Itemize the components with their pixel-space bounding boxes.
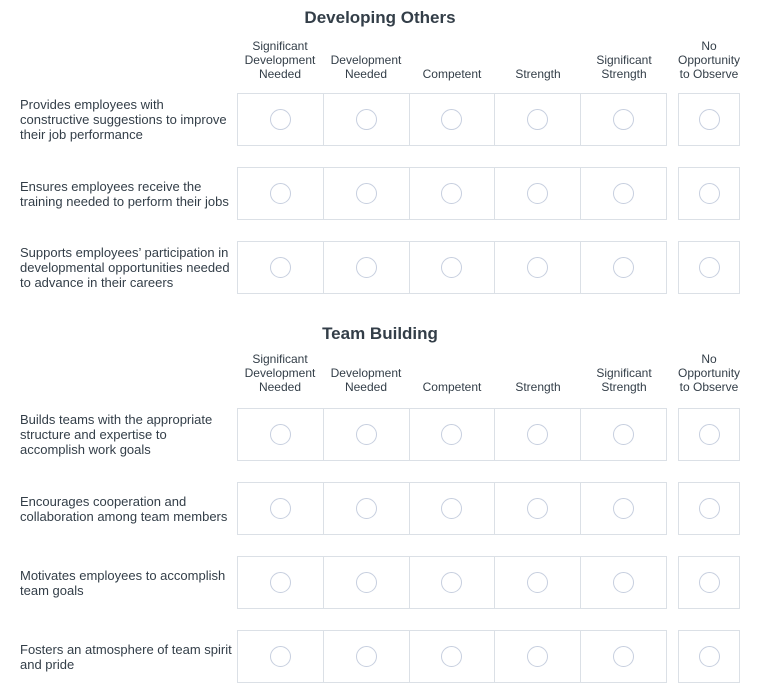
radio-button[interactable] [613,572,634,593]
radio-button[interactable] [527,183,548,204]
radio-cell[interactable] [323,168,409,219]
radio-button[interactable] [270,498,291,519]
radio-button[interactable] [270,109,291,130]
radio-cell[interactable] [409,409,495,460]
rating-column-headers [20,350,757,394]
radio-button[interactable] [699,572,720,593]
rating-scale-group [237,556,667,609]
radio-cell[interactable] [323,242,409,293]
column-header-no-opportunity: No Opportunity to Observe [678,352,741,394]
rating-column-headers [20,37,757,81]
matrix-row [20,408,757,461]
radio-cell[interactable] [323,631,409,682]
section-title: Developing Others [304,8,456,27]
radio-button[interactable] [356,498,377,519]
radio-button[interactable] [356,646,377,667]
rating-scale-group [237,241,667,294]
radio-button[interactable] [356,572,377,593]
row-label: Supports employees’ participation in developmental opportunities needed to advance in their careers [20,245,230,290]
radio-cell[interactable] [238,409,323,460]
column-header-significant-development-needed: Significant Development Needed [244,39,316,81]
header-group [237,350,667,394]
radio-button[interactable] [270,646,291,667]
radio-cell[interactable] [580,168,666,219]
radio-button[interactable] [441,572,462,593]
rating-scale-group [237,93,667,146]
radio-button[interactable] [699,109,720,130]
radio-button[interactable] [699,424,720,445]
radio-cell[interactable] [409,557,495,608]
radio-cell[interactable] [494,94,580,145]
section-team-building [20,324,757,683]
rating-scale-group [237,630,667,683]
radio-button[interactable] [613,257,634,278]
radio-cell-no-opportunity[interactable] [678,482,740,535]
radio-cell[interactable] [580,483,666,534]
radio-button[interactable] [699,646,720,667]
radio-button[interactable] [270,424,291,445]
radio-cell[interactable] [409,631,495,682]
radio-cell[interactable] [580,557,666,608]
radio-button[interactable] [613,646,634,667]
matrix-row [20,556,757,609]
radio-button[interactable] [441,424,462,445]
radio-button[interactable] [356,109,377,130]
radio-cell-no-opportunity[interactable] [678,408,740,461]
radio-button[interactable] [356,424,377,445]
matrix-row [20,630,757,683]
row-label: Encourages cooperation and collaboration among team members [20,493,228,524]
radio-cell[interactable] [323,557,409,608]
column-header-no-opportunity: No Opportunity to Observe [678,39,741,81]
radio-button[interactable] [613,498,634,519]
radio-button[interactable] [613,109,634,130]
radio-cell[interactable] [580,94,666,145]
column-header-significant-development-needed: Significant Development Needed [244,352,316,394]
row-label: Builds teams with the appropriate structure and expertise to accomplish work goals [20,412,213,457]
radio-cell[interactable] [409,483,495,534]
radio-button[interactable] [527,424,548,445]
radio-button[interactable] [527,646,548,667]
radio-button[interactable] [527,498,548,519]
column-header-competent: Competent [422,67,482,81]
radio-cell[interactable] [238,557,323,608]
radio-button[interactable] [441,646,462,667]
radio-button[interactable] [356,183,377,204]
radio-cell[interactable] [494,409,580,460]
radio-cell[interactable] [494,631,580,682]
radio-button[interactable] [441,109,462,130]
radio-cell[interactable] [494,483,580,534]
radio-button[interactable] [527,257,548,278]
radio-button[interactable] [356,257,377,278]
radio-button[interactable] [441,257,462,278]
radio-button[interactable] [441,498,462,519]
radio-button[interactable] [613,183,634,204]
radio-cell-no-opportunity[interactable] [678,167,740,220]
radio-button[interactable] [613,424,634,445]
column-header-significant-strength: Significant Strength [596,366,652,394]
radio-cell[interactable] [494,168,580,219]
column-header-development-needed: Development Needed [330,366,402,394]
row-label: Provides employees with constructive suggestions to improve their job performance [20,97,227,142]
row-label: Fosters an atmosphere of team spirit and pride [20,641,232,672]
radio-button[interactable] [270,257,291,278]
radio-cell[interactable] [323,483,409,534]
row-label: Motivates employees to accomplish team goals [20,567,226,598]
column-header-competent: Competent [422,380,482,394]
column-header-development-needed: Development Needed [330,53,402,81]
rating-scale-group [237,408,667,461]
radio-cell-no-opportunity[interactable] [678,630,740,683]
matrix-row [20,167,757,220]
rating-scale-group [237,482,667,535]
radio-button[interactable] [441,183,462,204]
radio-cell[interactable] [580,242,666,293]
radio-cell-no-opportunity[interactable] [678,93,740,146]
radio-cell[interactable] [580,409,666,460]
radio-cell[interactable] [238,242,323,293]
radio-cell[interactable] [580,631,666,682]
radio-button[interactable] [699,183,720,204]
radio-cell[interactable] [238,483,323,534]
column-header-significant-strength: Significant Strength [596,53,652,81]
column-header-strength: Strength [515,67,561,81]
radio-cell[interactable] [494,557,580,608]
radio-button[interactable] [699,257,720,278]
radio-cell[interactable] [409,94,495,145]
matrix-row [20,241,757,294]
radio-cell[interactable] [409,168,495,219]
row-label: Ensures employees receive the training needed to perform their jobs [20,178,229,209]
radio-button[interactable] [270,183,291,204]
matrix-row [20,482,757,535]
radio-button[interactable] [270,572,291,593]
radio-cell[interactable] [238,168,323,219]
radio-cell[interactable] [238,631,323,682]
header-group [237,37,667,81]
radio-button[interactable] [527,572,548,593]
radio-cell[interactable] [323,409,409,460]
radio-cell[interactable] [323,94,409,145]
radio-cell-no-opportunity[interactable] [678,556,740,609]
column-header-strength: Strength [515,380,561,394]
radio-button[interactable] [527,109,548,130]
radio-button[interactable] [699,498,720,519]
rating-scale-group [237,167,667,220]
section-title: Team Building [322,324,438,343]
section-developing-others [20,8,757,294]
radio-cell[interactable] [494,242,580,293]
radio-cell[interactable] [238,94,323,145]
radio-cell[interactable] [409,242,495,293]
matrix-row [20,93,757,146]
radio-cell-no-opportunity[interactable] [678,241,740,294]
